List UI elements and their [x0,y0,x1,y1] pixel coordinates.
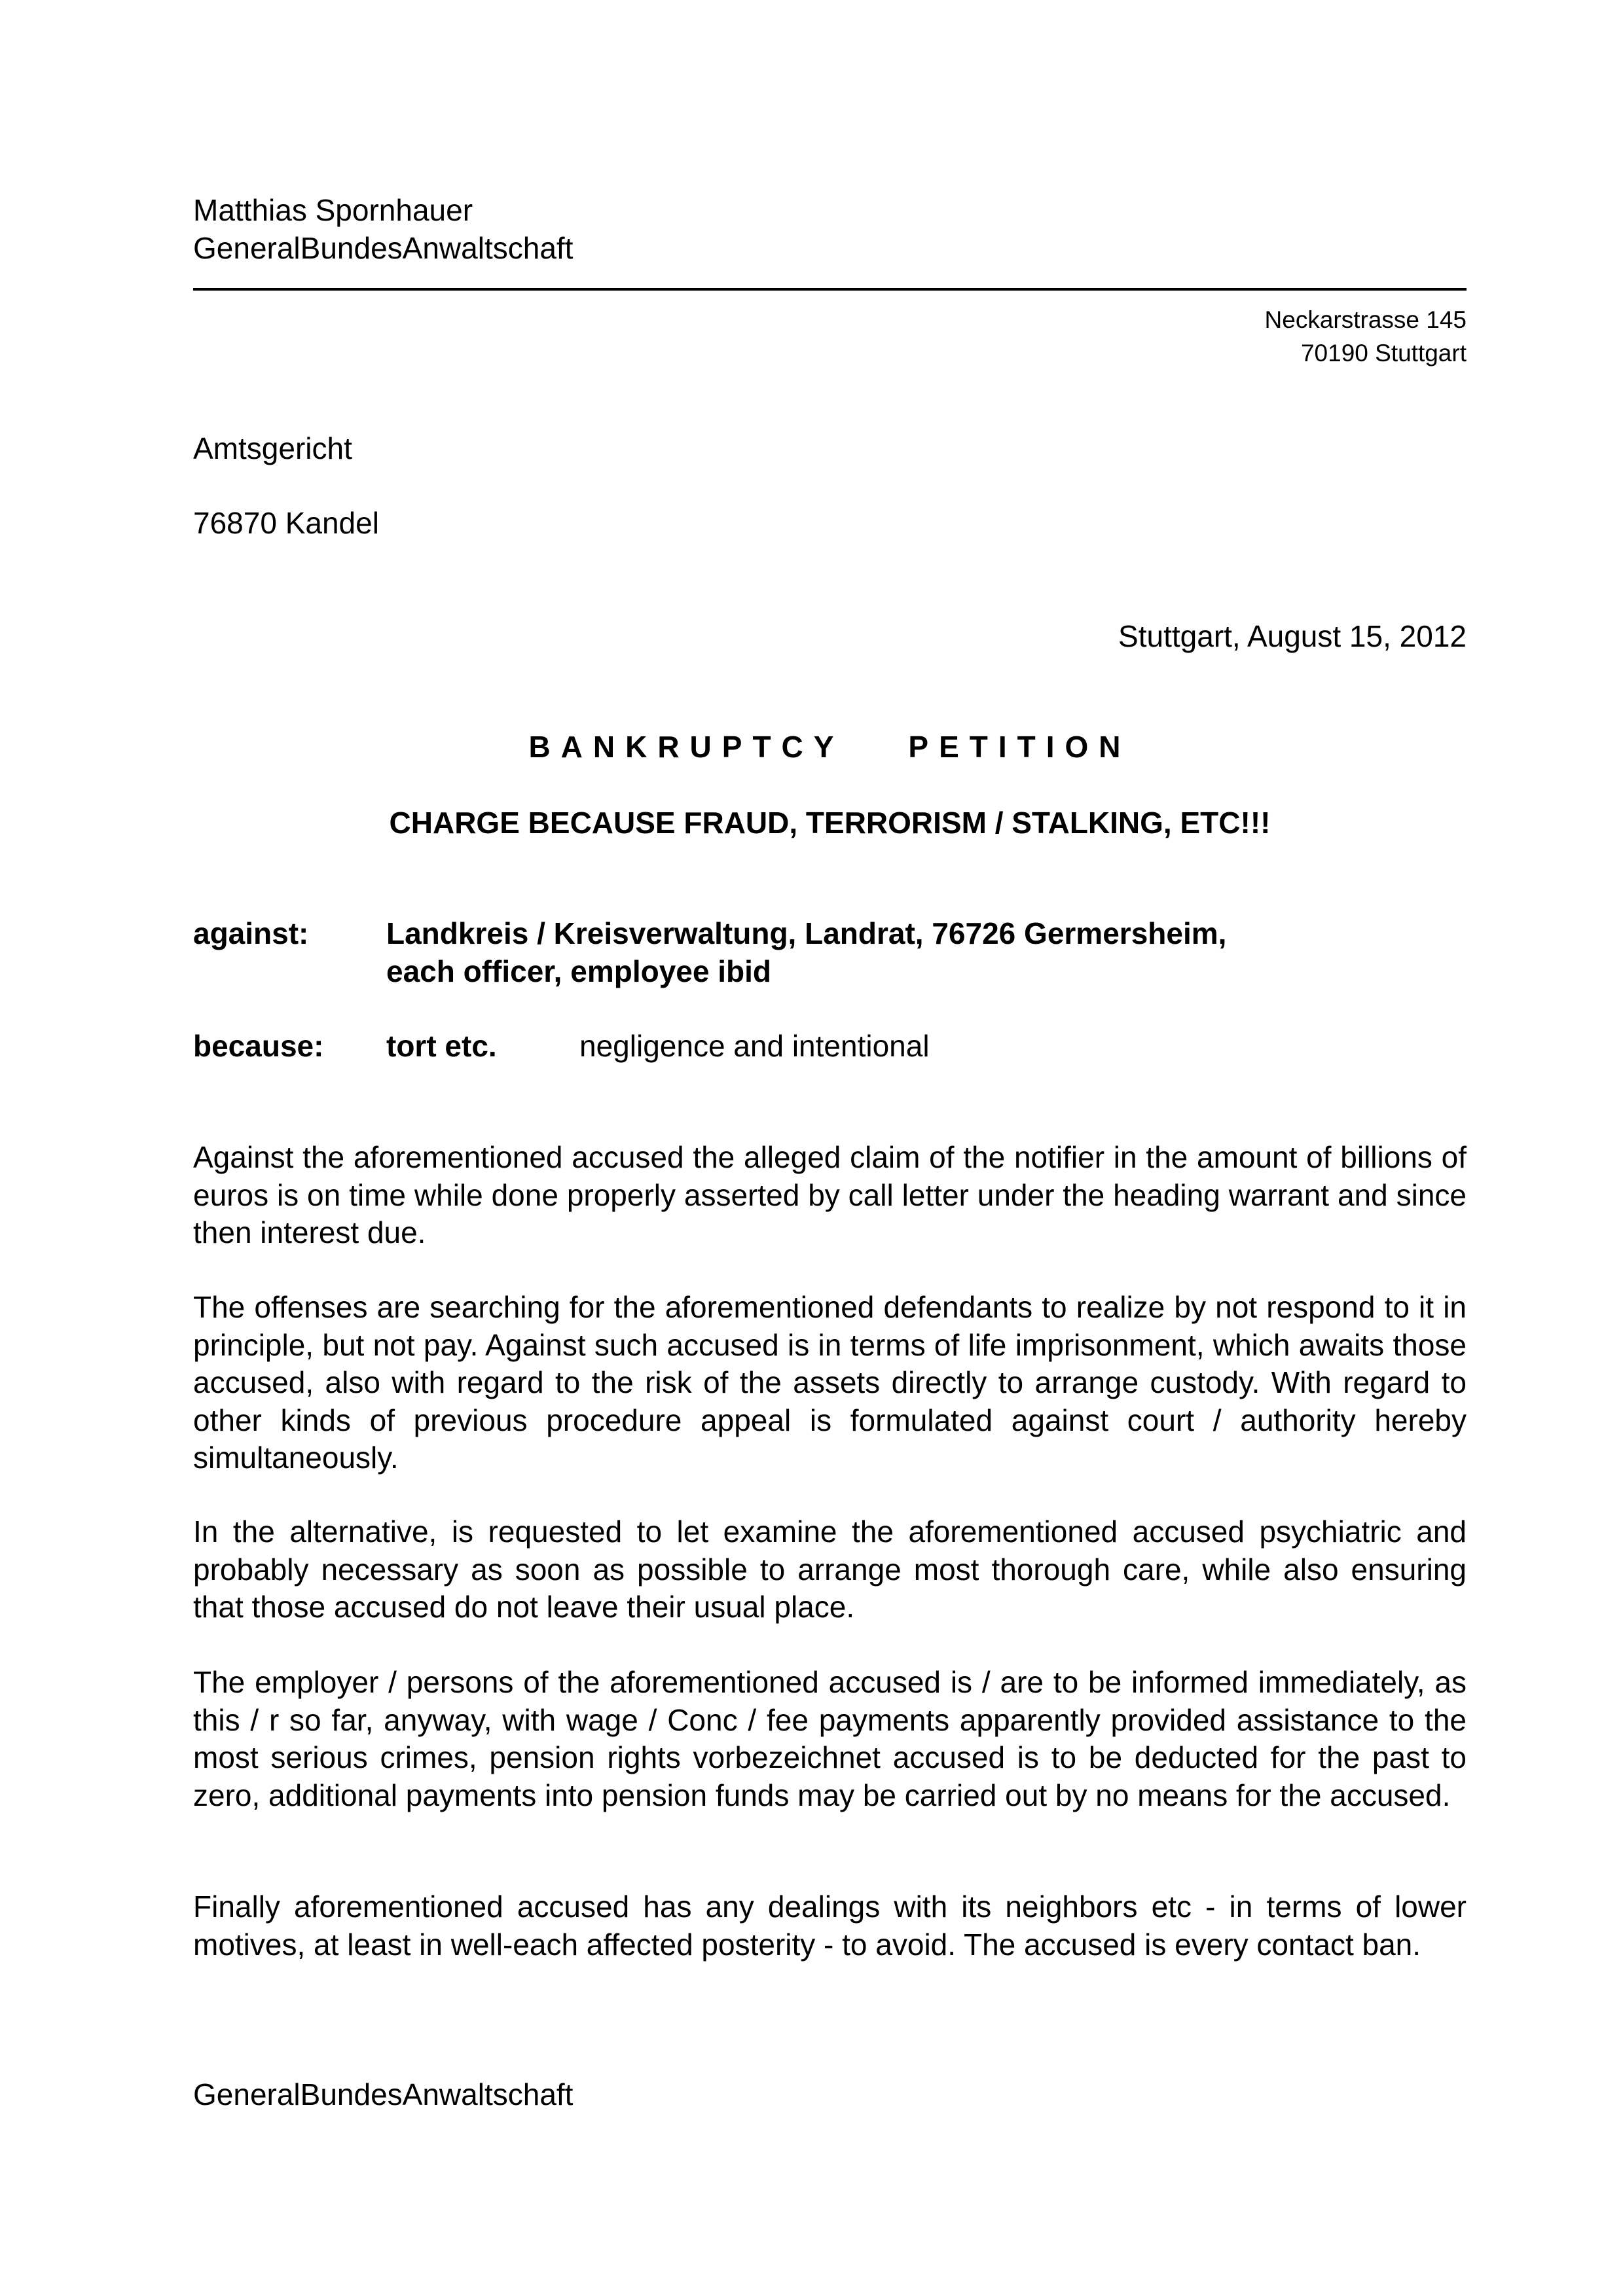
against-text [386,914,1226,990]
recipient-name: Amtsgericht [193,431,352,465]
body-paragraph: The offenses are searching for the aforementioned defendants to realize by not respond to it in principle, but not pay. Against such accused is in terms of life imprisonment, which awaits those accused, also with regard to the risk of the assets directly to arrange custody. With regard to other kinds of previous procedure appeal is formulated against court / authority hereby simultaneously. [193,1290,1467,1475]
against-line-1: Landkreis / Kreisverwaltung, Landrat, 76726 Germersheim, [386,916,1227,950]
body-paragraph: Against the aforementioned accused the alleged claim of the notifier in the amount of billions of euros is on time while done properly asserted by call letter under the heading warrant and since then interest due. [193,1140,1467,1249]
because-value: tort etc. [386,1029,497,1063]
sender-street: Neckarstrasse 145 [1264,306,1467,333]
sender-city: 70190 Stuttgart [1300,340,1467,367]
body-paragraph: In the alternative, is requested to let examine the aforementioned accused psychiatric and probably necessary as soon as possible to arrange most thorough care, while also ensuring that those accused do not leave their usual place. [193,1515,1467,1624]
document-title: BANKRUPTCY PETITION [528,730,1131,764]
signature: GeneralBundesAnwaltschaft [193,2077,574,2111]
document-subtitle: CHARGE BECAUSE FRAUD, TERRORISM / STALKING, ETC!!! [389,806,1271,840]
body-paragraph: The employer / persons of the aforementioned accused is / are to be informed immediately, as this / r so far, anyway, with wage / Conc / fee payments apparently provided assistance to the most serious crimes, pension rights vorbezeichnet accused is to be deducted for the past to zero, additional payments into pension funds may be carried out by no means for the accused. [193,1665,1467,1812]
because-label: because: [193,1029,324,1063]
against-line-2: each officer, employee ibid [386,954,771,988]
recipient-city: 76870 Kandel [193,506,379,540]
sender-address [1048,303,1467,370]
against-label: against: [193,916,309,950]
sender-block [193,191,573,267]
date-line: Stuttgart, August 15, 2012 [1118,619,1467,653]
sender-name: Matthias Spornhauer [193,193,473,227]
header-divider [193,288,1467,291]
because-detail: negligence and intentional [579,1029,930,1063]
body-paragraph: Finally aforementioned accused has any dealings with its neighbors etc - in terms of lower motives, at least in well-each affected posterity - to avoid. The accused is every contact ban. [193,1890,1467,1962]
sender-organization: GeneralBundesAnwaltschaft [193,231,574,265]
